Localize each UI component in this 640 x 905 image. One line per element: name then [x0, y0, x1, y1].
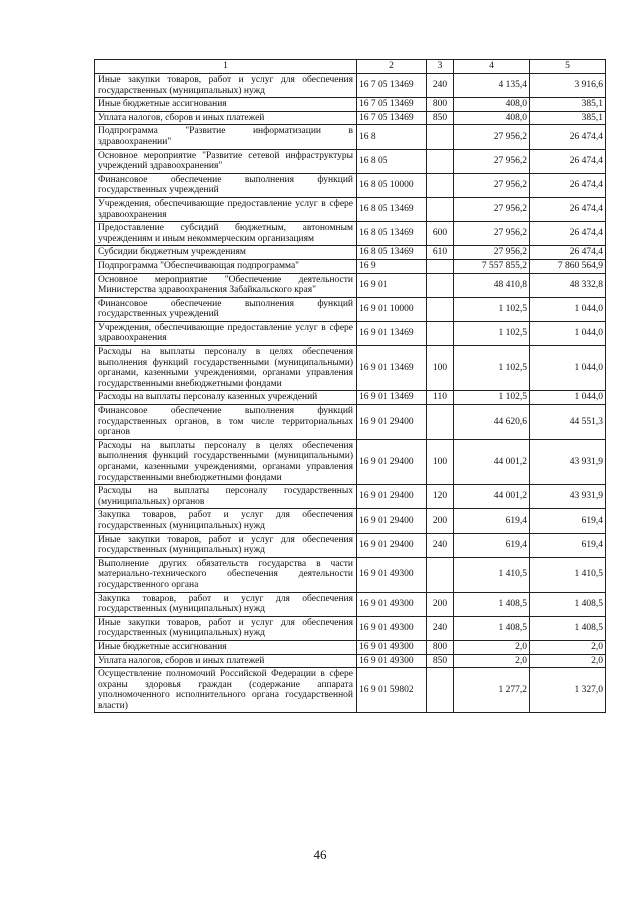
row-value-2022-cell: 3 916,6 — [530, 74, 606, 98]
row-value-2021-cell: 2,0 — [454, 654, 530, 668]
row-code-cell: 16 9 01 29400 — [357, 533, 427, 557]
table-row — [95, 74, 606, 98]
row-value-2022-cell: 26 474,4 — [530, 222, 606, 246]
row-code-cell: 16 9 01 59802 — [357, 668, 427, 713]
row-name-cell: Расходы на выплаты персоналу государственных (муниципальных) органов — [95, 485, 357, 509]
row-value-2021-cell: 44 620,6 — [454, 405, 530, 440]
table-row — [95, 592, 606, 616]
row-type-cell: 240 — [427, 533, 454, 557]
table-row — [95, 173, 606, 197]
table-row — [95, 640, 606, 654]
row-code-cell: 16 7 05 13469 — [357, 74, 427, 98]
row-type-cell: 800 — [427, 640, 454, 654]
page-number: 46 — [313, 847, 327, 862]
row-name-cell: Субсидии бюджетным учреждениям — [95, 246, 357, 260]
row-type-cell: 240 — [427, 616, 454, 640]
row-value-2022-cell: 7 860 564,9 — [530, 259, 606, 273]
row-type-cell: 850 — [427, 654, 454, 668]
row-value-2022-cell: 48 332,8 — [530, 273, 606, 297]
row-name-cell: Закупка товаров, работ и услуг для обеспечения государственных (муниципальных) нужд — [95, 509, 357, 533]
row-value-2022-cell: 43 931,9 — [530, 485, 606, 509]
row-code-cell: 16 9 — [357, 259, 427, 273]
row-value-2022-cell: 26 474,4 — [530, 197, 606, 221]
row-value-2021-cell: 1 102,5 — [454, 321, 530, 345]
row-code-cell: 16 8 — [357, 125, 427, 149]
row-value-2021-cell: 7 557 855,2 — [454, 259, 530, 273]
table-row — [95, 98, 606, 112]
table-row — [95, 509, 606, 533]
table-row — [95, 111, 606, 125]
row-code-cell: 16 9 01 29400 — [357, 405, 427, 440]
row-code-cell: 16 9 01 49300 — [357, 557, 427, 592]
row-code-cell: 16 9 01 29400 — [357, 509, 427, 533]
row-name-cell: Иные бюджетные ассигнования — [95, 640, 357, 654]
row-type-cell: 240 — [427, 74, 454, 98]
row-value-2022-cell: 619,4 — [530, 533, 606, 557]
row-type-cell — [427, 668, 454, 713]
row-name-cell: Закупка товаров, работ и услуг для обеспечения государственных (муниципальных) нужд — [95, 592, 357, 616]
row-value-2022-cell: 1 410,5 — [530, 557, 606, 592]
row-name-cell: Финансовое обеспечение выполнения функций государственных органов, в том числе территориальных органов — [95, 405, 357, 440]
row-type-cell — [427, 321, 454, 345]
row-type-cell — [427, 197, 454, 221]
row-name-cell: Учреждения, обеспечивающие предоставление услуг в сфере здравоохранения — [95, 321, 357, 345]
row-value-2021-cell: 1 102,5 — [454, 391, 530, 405]
header-cell: 1 — [95, 60, 357, 74]
row-code-cell: 16 7 05 13469 — [357, 111, 427, 125]
row-value-2021-cell: 619,4 — [454, 509, 530, 533]
row-type-cell — [427, 297, 454, 321]
row-name-cell: Уплата налогов, сборов и иных платежей — [95, 654, 357, 668]
row-name-cell: Иные бюджетные ассигнования — [95, 98, 357, 112]
table-row — [95, 668, 606, 713]
row-name-cell: Иные закупки товаров, работ и услуг для обеспечения государственных (муниципальных) нужд — [95, 616, 357, 640]
row-value-2022-cell: 2,0 — [530, 654, 606, 668]
row-value-2021-cell: 1 102,5 — [454, 346, 530, 391]
row-type-cell: 120 — [427, 485, 454, 509]
row-value-2021-cell: 27 956,2 — [454, 246, 530, 260]
row-value-2021-cell: 2,0 — [454, 640, 530, 654]
row-value-2021-cell: 408,0 — [454, 98, 530, 112]
row-name-cell: Иные закупки товаров, работ и услуг для обеспечения государственных (муниципальных) нужд — [95, 74, 357, 98]
row-value-2022-cell: 2,0 — [530, 640, 606, 654]
row-type-cell — [427, 557, 454, 592]
row-name-cell: Финансовое обеспечение выполнения функций государственных учреждений — [95, 297, 357, 321]
row-value-2021-cell: 1 408,5 — [454, 616, 530, 640]
row-code-cell: 16 9 01 49300 — [357, 592, 427, 616]
row-type-cell: 800 — [427, 98, 454, 112]
row-code-cell: 16 9 01 13469 — [357, 391, 427, 405]
row-name-cell: Предоставление субсидий бюджетным, автономным учреждениям и иным некоммерческим организациям — [95, 222, 357, 246]
row-type-cell: 200 — [427, 592, 454, 616]
row-value-2022-cell: 1 044,0 — [530, 391, 606, 405]
table-row — [95, 391, 606, 405]
table-row — [95, 616, 606, 640]
table-header-row — [95, 60, 606, 74]
row-value-2022-cell: 385,1 — [530, 98, 606, 112]
table-row — [95, 405, 606, 440]
row-value-2021-cell: 44 001,2 — [454, 485, 530, 509]
row-type-cell: 100 — [427, 439, 454, 484]
row-value-2022-cell: 1 044,0 — [530, 321, 606, 345]
row-value-2021-cell: 27 956,2 — [454, 173, 530, 197]
row-name-cell: Выполнение других обязательств государства в части материально-технического обеспечения деятельности государственного органа — [95, 557, 357, 592]
row-type-cell — [427, 405, 454, 440]
budget-table — [94, 59, 606, 713]
row-value-2022-cell: 26 474,4 — [530, 173, 606, 197]
header-cell: 3 — [427, 60, 454, 74]
row-value-2022-cell: 1 408,5 — [530, 592, 606, 616]
row-value-2022-cell: 26 474,4 — [530, 125, 606, 149]
table-row — [95, 273, 606, 297]
row-type-cell — [427, 273, 454, 297]
table-row — [95, 557, 606, 592]
row-value-2021-cell: 27 956,2 — [454, 197, 530, 221]
row-type-cell: 850 — [427, 111, 454, 125]
row-value-2022-cell: 619,4 — [530, 509, 606, 533]
row-code-cell: 16 8 05 13469 — [357, 246, 427, 260]
row-code-cell: 16 8 05 10000 — [357, 173, 427, 197]
row-name-cell: Расходы на выплаты персоналу в целях обеспечения выполнения функций государственными (муниципальными) органами, казенными учреждениями, органами управления государственными внебюджетными фондами — [95, 346, 357, 391]
row-type-cell: 100 — [427, 346, 454, 391]
row-name-cell: Основное мероприятие "Обеспечение деятельности Министерства здравоохранения Забайкальского края" — [95, 273, 357, 297]
row-code-cell: 16 9 01 49300 — [357, 654, 427, 668]
header-cell: 2 — [357, 60, 427, 74]
table-row — [95, 485, 606, 509]
row-code-cell: 16 8 05 13469 — [357, 222, 427, 246]
row-name-cell: Иные закупки товаров, работ и услуг для обеспечения государственных (муниципальных) нужд — [95, 533, 357, 557]
row-value-2021-cell: 1 408,5 — [454, 592, 530, 616]
row-value-2022-cell: 1 327,0 — [530, 668, 606, 713]
row-value-2022-cell: 385,1 — [530, 111, 606, 125]
row-code-cell: 16 8 05 — [357, 149, 427, 173]
row-value-2022-cell: 1 408,5 — [530, 616, 606, 640]
table-row — [95, 297, 606, 321]
row-value-2021-cell: 619,4 — [454, 533, 530, 557]
table-row — [95, 125, 606, 149]
row-code-cell: 16 7 05 13469 — [357, 98, 427, 112]
row-name-cell: Учреждения, обеспечивающие предоставление услуг в сфере здравоохранения — [95, 197, 357, 221]
row-name-cell: Финансовое обеспечение выполнения функций государственных учреждений — [95, 173, 357, 197]
table-row — [95, 222, 606, 246]
row-name-cell: Уплата налогов, сборов и иных платежей — [95, 111, 357, 125]
row-name-cell: Расходы на выплаты персоналу казенных учреждений — [95, 391, 357, 405]
row-value-2022-cell: 43 931,9 — [530, 439, 606, 484]
row-type-cell: 110 — [427, 391, 454, 405]
row-value-2022-cell: 1 044,0 — [530, 297, 606, 321]
row-code-cell: 16 9 01 13469 — [357, 346, 427, 391]
row-type-cell: 600 — [427, 222, 454, 246]
row-type-cell — [427, 259, 454, 273]
table-row — [95, 533, 606, 557]
row-value-2021-cell: 27 956,2 — [454, 222, 530, 246]
table-row — [95, 259, 606, 273]
table-row — [95, 246, 606, 260]
row-value-2022-cell: 26 474,4 — [530, 246, 606, 260]
row-value-2021-cell: 48 410,8 — [454, 273, 530, 297]
row-name-cell: Осуществление полномочий Российской Федерации в сфере охраны здоровья граждан (содержание аппарата уполномоченного исполнительного органа государственной власти) — [95, 668, 357, 713]
row-value-2022-cell: 44 551,3 — [530, 405, 606, 440]
row-code-cell: 16 9 01 49300 — [357, 616, 427, 640]
row-name-cell: Расходы на выплаты персоналу в целях обеспечения выполнения функций государственными (муниципальными) органами, казенными учреждениями, органами управления государственными внебюджетными фондами — [95, 439, 357, 484]
row-value-2021-cell: 27 956,2 — [454, 125, 530, 149]
row-name-cell: Основное мероприятие "Развитие сетевой инфраструктуры учреждений здравоохранения" — [95, 149, 357, 173]
row-type-cell — [427, 149, 454, 173]
row-value-2022-cell: 26 474,4 — [530, 149, 606, 173]
row-code-cell: 16 9 01 29400 — [357, 485, 427, 509]
row-value-2022-cell: 1 044,0 — [530, 346, 606, 391]
table-row — [95, 654, 606, 668]
table-row — [95, 197, 606, 221]
row-name-cell: Подпрограмма "Обеспечивающая подпрограмма" — [95, 259, 357, 273]
row-value-2021-cell: 27 956,2 — [454, 149, 530, 173]
row-value-2021-cell: 44 001,2 — [454, 439, 530, 484]
row-type-cell: 200 — [427, 509, 454, 533]
row-value-2021-cell: 4 135,4 — [454, 74, 530, 98]
row-code-cell: 16 9 01 10000 — [357, 297, 427, 321]
row-value-2021-cell: 1 277,2 — [454, 668, 530, 713]
row-code-cell: 16 8 05 13469 — [357, 197, 427, 221]
header-cell: 4 — [454, 60, 530, 74]
row-type-cell: 610 — [427, 246, 454, 260]
table-row — [95, 321, 606, 345]
header-cell: 5 — [530, 60, 606, 74]
row-code-cell: 16 9 01 13469 — [357, 321, 427, 345]
row-type-cell — [427, 125, 454, 149]
table-row — [95, 346, 606, 391]
table-row — [95, 149, 606, 173]
row-value-2021-cell: 1 410,5 — [454, 557, 530, 592]
table-row — [95, 439, 606, 484]
row-value-2021-cell: 408,0 — [454, 111, 530, 125]
row-code-cell: 16 9 01 — [357, 273, 427, 297]
row-code-cell: 16 9 01 29400 — [357, 439, 427, 484]
row-code-cell: 16 9 01 49300 — [357, 640, 427, 654]
row-value-2021-cell: 1 102,5 — [454, 297, 530, 321]
row-name-cell: Подпрограмма "Развитие информатизации в здравоохранении" — [95, 125, 357, 149]
row-type-cell — [427, 173, 454, 197]
